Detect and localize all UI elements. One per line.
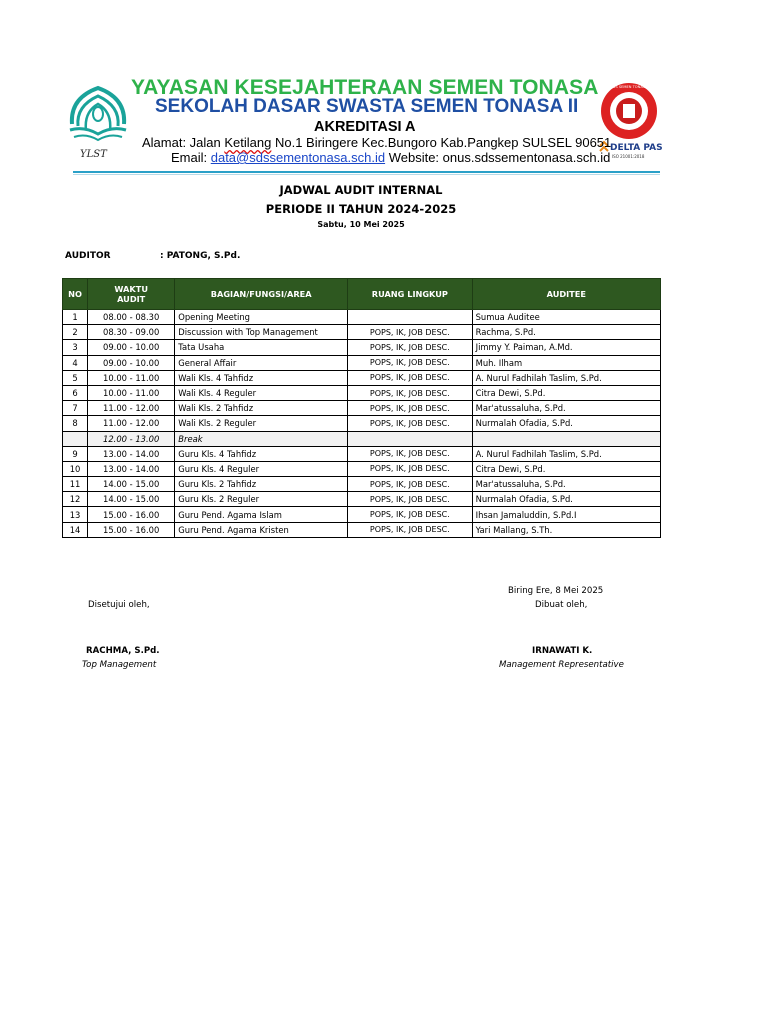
cell-no: 13 — [63, 507, 88, 522]
cell-auditee — [472, 431, 660, 446]
made-label: Dibuat oleh, — [535, 600, 588, 610]
document-period: PERIODE II TAHUN 2024-2025 — [265, 202, 457, 216]
address-rest: No.1 Biringere Kec.Bungoro Kab.Pangkep SULSEL 90651 — [271, 135, 612, 150]
maker-name: IRNAWATI K. — [532, 646, 593, 656]
cell-scope — [348, 431, 473, 446]
cell-no: 6 — [63, 385, 88, 400]
auditor-label: AUDITOR — [65, 251, 111, 261]
cell-scope: POPS, IK, JOB DESC. — [348, 522, 473, 537]
cell-auditee: Ihsan Jamaluddin, S.Pd.I — [472, 507, 660, 522]
table-row — [63, 477, 661, 492]
cell-time: 11.00 - 12.00 — [88, 401, 175, 416]
cell-no: 10 — [63, 461, 88, 476]
table-row — [63, 325, 661, 340]
cell-area: Break — [175, 431, 348, 446]
website: Website: onus.sdssementonasa.sch.id — [385, 150, 611, 165]
school-logo-left — [66, 80, 130, 160]
right-logo-iso: ISO 21001:2018 — [612, 154, 645, 159]
cell-time: 13.00 - 14.00 — [88, 461, 175, 476]
address-street: Ketilang — [224, 135, 272, 150]
cell-auditee: Rachma, S.Pd. — [472, 325, 660, 340]
auditor-value: : PATONG, S.Pd. — [160, 251, 241, 261]
table-row — [63, 446, 661, 461]
break-row — [63, 431, 661, 446]
approved-label: Disetujui oleh, — [88, 600, 150, 610]
cell-scope: POPS, IK, JOB DESC. — [348, 446, 473, 461]
cell-scope: POPS, IK, JOB DESC. — [348, 416, 473, 431]
contact — [171, 150, 610, 165]
cell-auditee: Sumua Auditee — [472, 310, 660, 325]
cell-area: Wali Kls. 4 Reguler — [175, 385, 348, 400]
cell-scope: POPS, IK, JOB DESC. — [348, 477, 473, 492]
email-prefix: Email: — [171, 150, 211, 165]
cell-area: Guru Pend. Agama Kristen — [175, 522, 348, 537]
cell-area: Wali Kls. 2 Reguler — [175, 416, 348, 431]
document-title: JADWAL AUDIT INTERNAL — [279, 183, 443, 197]
cell-no: 11 — [63, 477, 88, 492]
cell-time: 15.00 - 16.00 — [88, 507, 175, 522]
document-date: Sabtu, 10 Mei 2025 — [317, 220, 405, 229]
cell-auditee: Jimmy Y. Paiman, A.Md. — [472, 340, 660, 355]
foundation-name: YAYASAN KESEJAHTERAAN SEMEN TONASA — [131, 76, 599, 99]
table-row — [63, 416, 661, 431]
cell-time: 13.00 - 14.00 — [88, 446, 175, 461]
cell-auditee: A. Nurul Fadhilah Taslim, S.Pd. — [472, 446, 660, 461]
table-row — [63, 461, 661, 476]
table-row — [63, 370, 661, 385]
cell-time: 09.00 - 10.00 — [88, 340, 175, 355]
approver-name: RACHMA, S.Pd. — [86, 646, 160, 656]
right-logo-text: DELTA PAS — [610, 143, 662, 153]
place-date: Biring Ere, 8 Mei 2025 — [508, 586, 604, 596]
cell-auditee: A. Nurul Fadhilah Taslim, S.Pd. — [472, 370, 660, 385]
cell-auditee: Mar'atussaluha, S.Pd. — [472, 401, 660, 416]
cell-scope: POPS, IK, JOB DESC. — [348, 370, 473, 385]
cell-no: 4 — [63, 355, 88, 370]
cell-no — [63, 431, 88, 446]
table-row — [63, 355, 661, 370]
left-logo-text: YLST — [80, 149, 107, 160]
cell-no: 8 — [63, 416, 88, 431]
cell-no: 1 — [63, 310, 88, 325]
header-time-line1: WAKTU — [114, 284, 148, 294]
cell-no: 2 — [63, 325, 88, 340]
cell-no: 14 — [63, 522, 88, 537]
table-row — [63, 492, 661, 507]
table-row — [63, 507, 661, 522]
cell-time: 14.00 - 15.00 — [88, 492, 175, 507]
cell-area: Discussion with Top Management — [175, 325, 348, 340]
cell-no: 5 — [63, 370, 88, 385]
header-scope: RUANG LINGKUP — [348, 279, 473, 310]
cell-area: Guru Pend. Agama Islam — [175, 507, 348, 522]
cell-time: 08.30 - 09.00 — [88, 325, 175, 340]
table-row — [63, 522, 661, 537]
table-header-row — [63, 279, 661, 310]
cell-area: Wali Kls. 4 Tahfidz — [175, 370, 348, 385]
cell-area: Wali Kls. 2 Tahfidz — [175, 401, 348, 416]
cell-area: Tata Usaha — [175, 340, 348, 355]
cell-area: Opening Meeting — [175, 310, 348, 325]
cell-scope: POPS, IK, JOB DESC. — [348, 325, 473, 340]
right-logo-ring-text: SDS SEMEN TONASA — [610, 85, 648, 89]
cell-area: Guru Kls. 2 Tahfidz — [175, 477, 348, 492]
cell-scope: POPS, IK, JOB DESC. — [348, 461, 473, 476]
cell-scope — [348, 310, 473, 325]
header-divider — [73, 171, 660, 173]
cell-time: 10.00 - 11.00 — [88, 370, 175, 385]
cell-scope: POPS, IK, JOB DESC. — [348, 492, 473, 507]
maker-role: Management Representative — [499, 660, 624, 670]
cell-scope: POPS, IK, JOB DESC. — [348, 401, 473, 416]
header-time — [88, 279, 175, 310]
header-area: BAGIAN/FUNGSI/AREA — [175, 279, 348, 310]
header-auditee: AUDITEE — [472, 279, 660, 310]
cell-time: 08.00 - 08.30 — [88, 310, 175, 325]
audit-schedule-table — [62, 278, 661, 538]
cell-time: 10.00 - 11.00 — [88, 385, 175, 400]
header-no: NO — [63, 279, 88, 310]
cell-auditee: Muh. Ilham — [472, 355, 660, 370]
cell-auditee: Citra Dewi, S.Pd. — [472, 385, 660, 400]
cell-scope: POPS, IK, JOB DESC. — [348, 385, 473, 400]
cell-no: 9 — [63, 446, 88, 461]
table-row — [63, 310, 661, 325]
cell-time: 12.00 - 13.00 — [88, 431, 175, 446]
cell-no: 12 — [63, 492, 88, 507]
cell-auditee: Mar'atussaluha, S.Pd. — [472, 477, 660, 492]
address — [142, 135, 611, 150]
cell-area: Guru Kls. 4 Tahfidz — [175, 446, 348, 461]
cell-auditee: Nurmalah Ofadia, S.Pd. — [472, 492, 660, 507]
cell-area: Guru Kls. 4 Reguler — [175, 461, 348, 476]
cell-scope: POPS, IK, JOB DESC. — [348, 340, 473, 355]
address-prefix: Alamat: Jalan — [142, 135, 225, 150]
cell-time: 15.00 - 16.00 — [88, 522, 175, 537]
cell-area: General Affair — [175, 355, 348, 370]
cell-auditee: Citra Dewi, S.Pd. — [472, 461, 660, 476]
cell-auditee: Nurmalah Ofadia, S.Pd. — [472, 416, 660, 431]
cell-time: 14.00 - 15.00 — [88, 477, 175, 492]
table-row — [63, 401, 661, 416]
cell-no: 3 — [63, 340, 88, 355]
accreditation: AKREDITASI A — [314, 119, 416, 135]
cell-no: 7 — [63, 401, 88, 416]
table-row — [63, 340, 661, 355]
approver-role: Top Management — [82, 660, 157, 670]
header-time-line2: AUDIT — [117, 294, 146, 304]
header-divider-thin — [73, 174, 660, 175]
school-name: SEKOLAH DASAR SWASTA SEMEN TONASA II — [155, 96, 579, 117]
cell-scope: POPS, IK, JOB DESC. — [348, 355, 473, 370]
cell-auditee: Yari Mallang, S.Th. — [472, 522, 660, 537]
cell-scope: POPS, IK, JOB DESC. — [348, 507, 473, 522]
cell-area: Guru Kls. 2 Reguler — [175, 492, 348, 507]
email-link[interactable]: data@sdssementonasa.sch.id — [210, 150, 386, 165]
cell-time: 09.00 - 10.00 — [88, 355, 175, 370]
cell-time: 11.00 - 12.00 — [88, 416, 175, 431]
table-row — [63, 385, 661, 400]
